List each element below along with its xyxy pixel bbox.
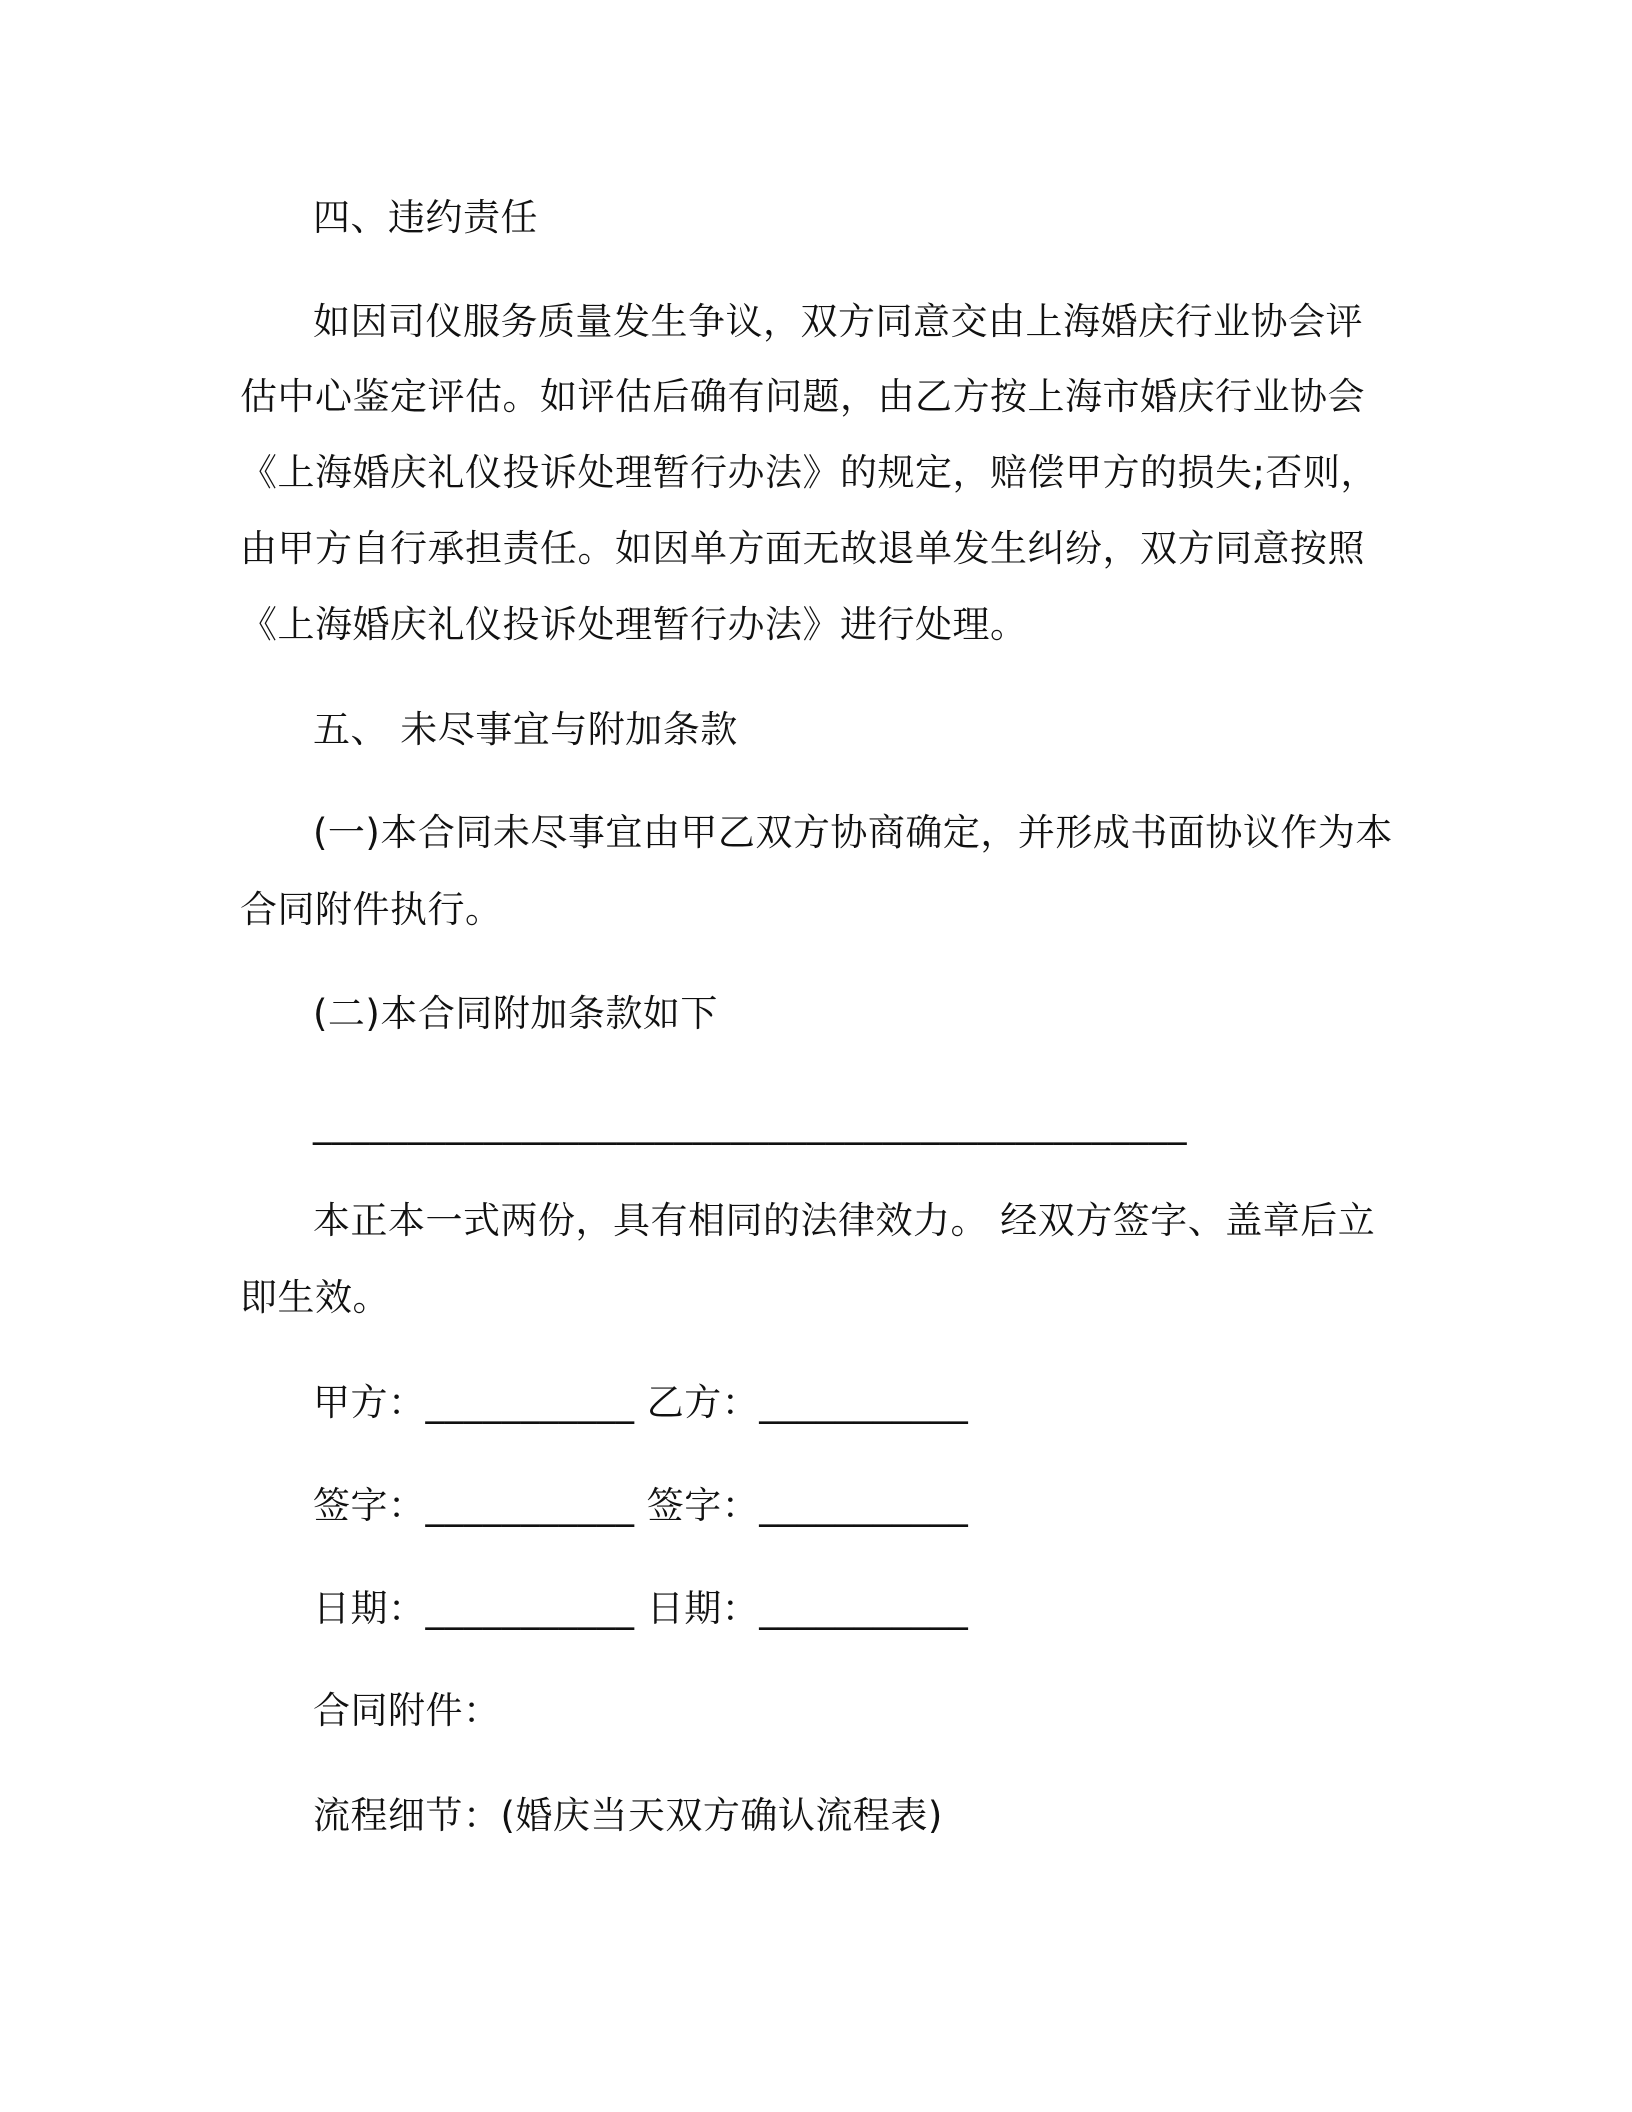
blank-fill-line: ______________________________________________	[313, 1102, 1187, 1145]
attachment-label: 合同附件：	[313, 1689, 501, 1732]
paragraph-line: 即生效。	[240, 1276, 390, 1319]
section-heading: 四、违约责任	[313, 196, 538, 239]
paragraph-line: 本正本一式两份，具有相同的法律效力。 经双方签字、盖章后立	[313, 1199, 1376, 1242]
signature-date-line: 日期：___________ 日期：___________	[313, 1587, 969, 1630]
signature-party-line: 甲方：___________ 乙方：___________	[313, 1381, 969, 1424]
paragraph-line: 《上海婚庆礼仪投诉处理暂行办法》的规定，赔偿甲方的损失;否则，	[240, 451, 1378, 494]
paragraph-line: 合同附件执行。	[240, 888, 503, 931]
paragraph-line: 如因司仪服务质量发生争议，双方同意交由上海婚庆行业协会评	[313, 300, 1363, 343]
signature-sign-line: 签字：___________ 签字：___________	[313, 1484, 969, 1527]
paragraph-line: (一)本合同未尽事宜由甲乙双方协商确定，并形成书面协议作为本	[313, 811, 1393, 854]
paragraph-line: 估中心鉴定评估。如评估后确有问题，由乙方按上海市婚庆行业协会	[240, 375, 1365, 418]
process-detail: 流程细节：(婚庆当天双方确认流程表)	[313, 1794, 943, 1837]
paragraph-line: 《上海婚庆礼仪投诉处理暂行办法》进行处理。	[240, 603, 1028, 646]
paragraph-line: 由甲方自行承担责任。如因单方面无故退单发生纠纷，双方同意按照	[240, 527, 1365, 570]
section-heading: 五、 未尽事宜与附加条款	[313, 708, 738, 751]
clause-item: (二)本合同附加条款如下	[313, 992, 718, 1035]
